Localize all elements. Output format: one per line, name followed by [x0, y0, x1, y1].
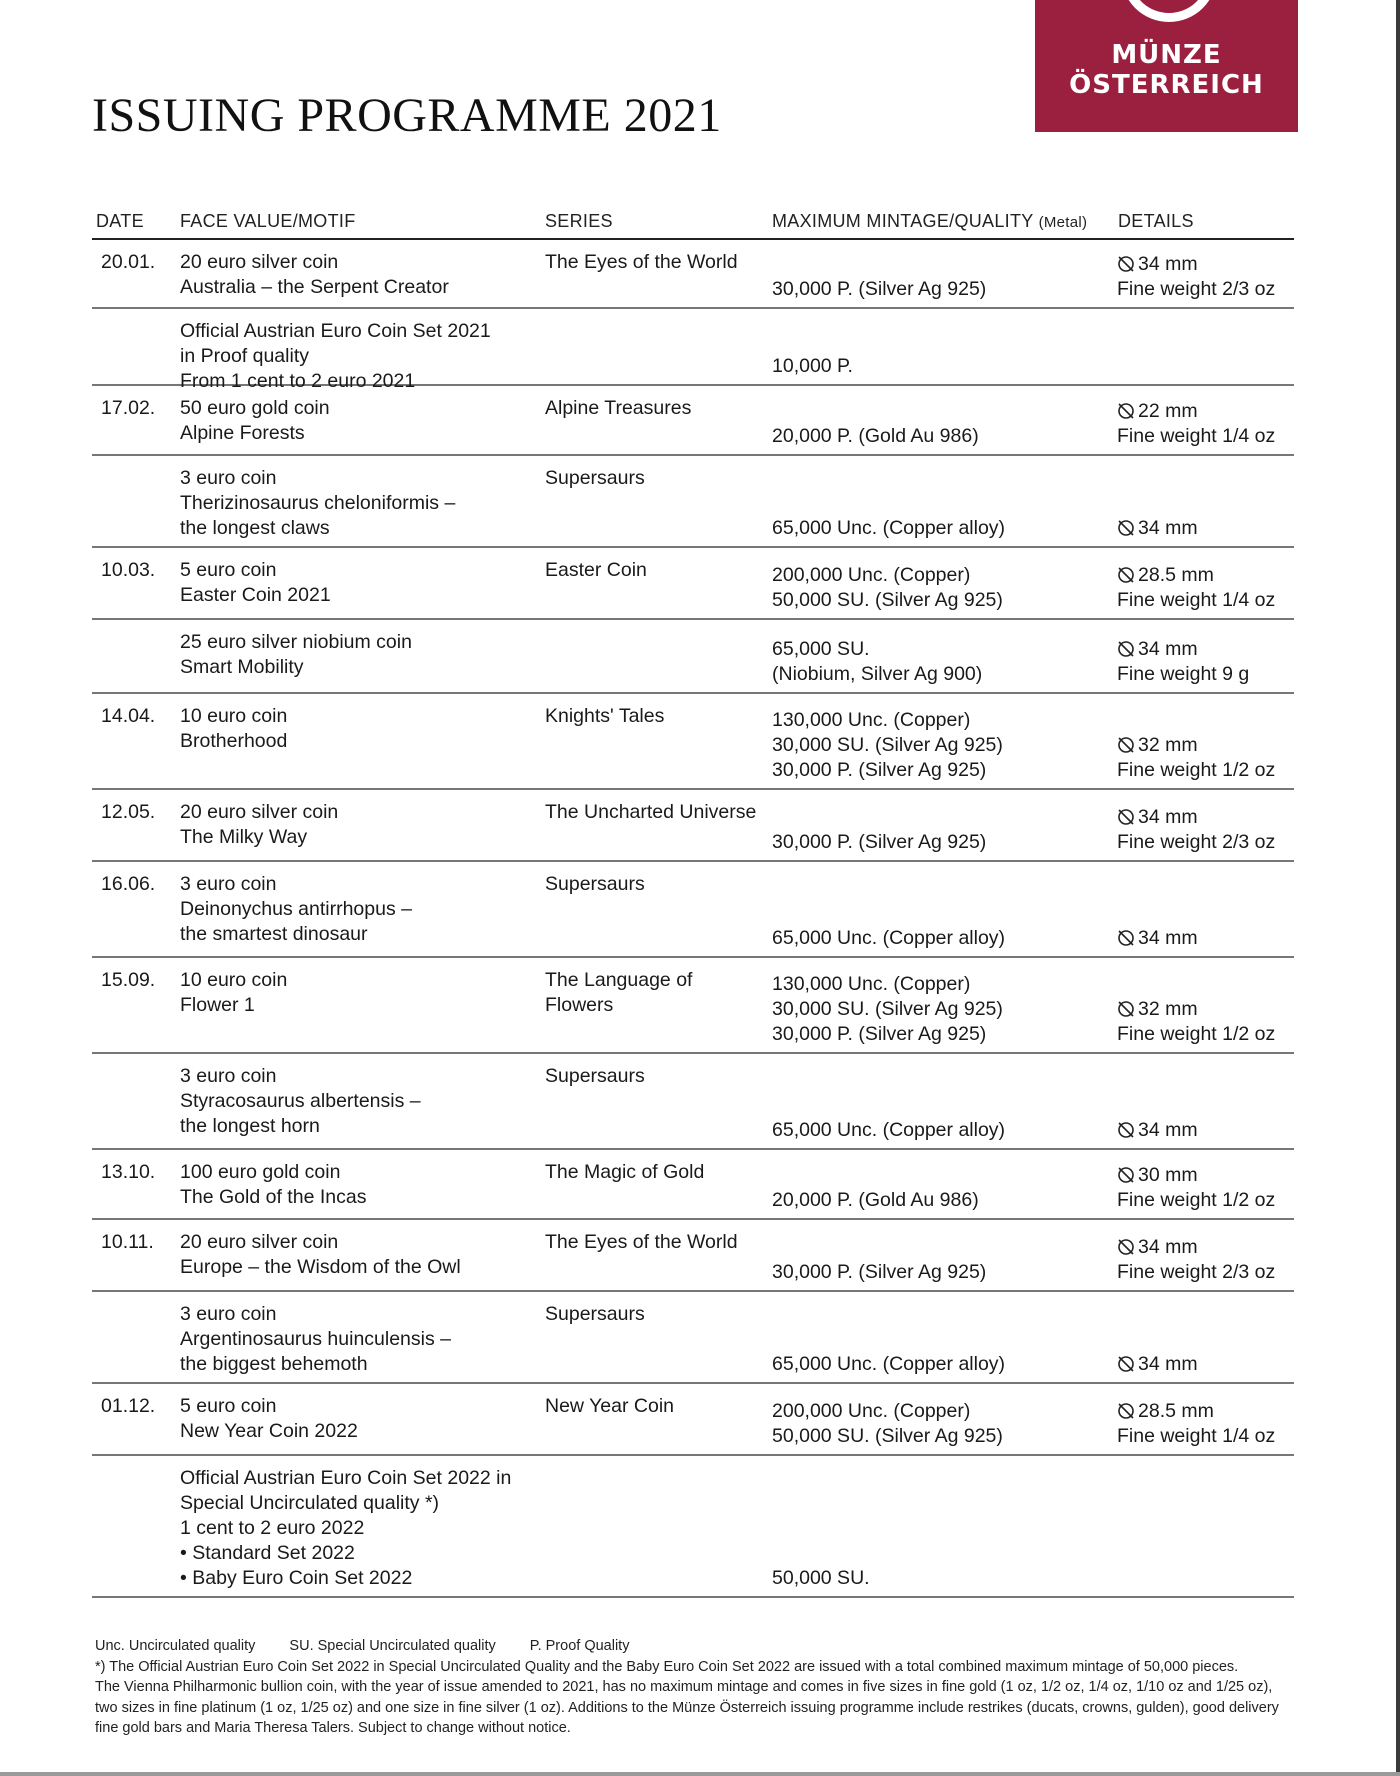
detail-text: Fine weight 9 g	[1117, 663, 1250, 685]
detail-text: 34 mm	[1138, 1353, 1198, 1375]
mintage-line: 65,000 Unc. (Copper alloy)	[772, 517, 1006, 539]
mintage-line: (Niobium, Silver Ag 900)	[772, 663, 983, 685]
table-row	[92, 1220, 1294, 1292]
legend-p: P. Proof Quality	[529, 1638, 630, 1654]
detail-line	[1117, 1260, 1294, 1285]
column-header-motif: FACE VALUE/MOTIF	[180, 211, 356, 231]
maximum-mintage	[772, 1118, 1112, 1143]
series-name	[545, 250, 775, 275]
issue-date: 12.05.	[101, 801, 156, 823]
issue-date: 15.09.	[101, 969, 156, 991]
motif-line: the longest claws	[180, 517, 330, 539]
detail-line	[1117, 733, 1294, 758]
mintage-line: 30,000 SU. (Silver Ag 925)	[772, 734, 1003, 756]
footnote-disclaimer: The Vienna Philharmonic bullion coin, with the year of issue amended to 2021, has no maximum mintage and comes in five sizes in fine gold (1 oz, 1/2 oz, 1/4 oz, 1/10 oz and 1/25 oz), two sizes in fine platinum (1 oz, 1/25 oz) and one size in fine silver (1 oz). Additions to the Münze Österreich issuing programme include restrikes (ducats, crowns, gulden), good delivery fine gold bars and Maria Theresa Talers. Subject to change without notice.	[95, 1679, 1279, 1736]
motif-line: Official Austrian Euro Coin Set 2021	[180, 320, 491, 342]
series-name	[545, 1064, 775, 1089]
detail-text: 28.5 mm	[1138, 564, 1214, 586]
detail-line	[1117, 1352, 1294, 1377]
table-row	[92, 240, 1294, 309]
table-row	[92, 386, 1294, 456]
motif-line: 10 euro coin	[180, 969, 288, 991]
motif-line: 20 euro silver coin	[180, 801, 339, 823]
coin-details	[1117, 926, 1294, 951]
series-line: Flowers	[545, 994, 614, 1016]
motif-line: The Gold of the Incas	[180, 1186, 367, 1208]
detail-text: Fine weight 2/3 oz	[1117, 1261, 1276, 1283]
table-body	[92, 240, 1294, 1598]
detail-line	[1117, 563, 1294, 588]
series-name	[545, 1160, 775, 1185]
table-row	[92, 309, 1294, 392]
motif-line: 20 euro silver coin	[180, 251, 339, 273]
mintage-line: 30,000 P. (Silver Ag 925)	[772, 278, 987, 300]
face-value-motif	[180, 1466, 540, 1591]
motif-line: the biggest behemoth	[180, 1353, 368, 1375]
motif-line: 3 euro coin	[180, 467, 277, 489]
detail-line	[1117, 1424, 1294, 1449]
face-value-motif	[180, 1160, 540, 1210]
table-row	[92, 694, 1294, 790]
coin-details	[1117, 252, 1294, 302]
motif-line: Therizinosaurus cheloniformis –	[180, 492, 456, 514]
page-edge-bottom	[0, 1772, 1400, 1776]
face-value-motif	[180, 872, 540, 947]
motif-line: • Baby Euro Coin Set 2022	[180, 1567, 413, 1589]
series-line: The Eyes of the World	[545, 251, 738, 273]
detail-line	[1117, 1118, 1294, 1143]
maximum-mintage	[772, 516, 1112, 541]
issue-date: 16.06.	[101, 873, 156, 895]
motif-line: 3 euro coin	[180, 1065, 277, 1087]
motif-line: The Milky Way	[180, 826, 308, 848]
issuing-table	[92, 206, 1294, 1598]
diameter-icon	[1117, 808, 1135, 826]
detail-text: Fine weight 2/3 oz	[1117, 278, 1276, 300]
motif-line: From 1 cent to 2 euro 2021	[180, 370, 416, 392]
detail-line	[1117, 1399, 1294, 1424]
mintage-line: 50,000 SU. (Silver Ag 925)	[772, 589, 1003, 611]
coin-details	[1117, 399, 1294, 449]
motif-line: 10 euro coin	[180, 705, 288, 727]
motif-line: Easter Coin 2021	[180, 584, 331, 606]
series-line: New Year Coin	[545, 1395, 674, 1417]
detail-text: 34 mm	[1138, 1119, 1198, 1141]
face-value-motif	[180, 466, 540, 541]
detail-text: 34 mm	[1138, 1236, 1198, 1258]
issue-date: 10.03.	[101, 559, 156, 581]
coin-details	[1117, 1352, 1294, 1377]
motif-line: Brotherhood	[180, 730, 288, 752]
diameter-icon	[1117, 736, 1135, 754]
detail-line	[1117, 758, 1294, 783]
series-line: Alpine Treasures	[545, 397, 692, 419]
face-value-motif	[180, 630, 540, 680]
detail-line	[1117, 252, 1294, 277]
table-row	[92, 1384, 1294, 1456]
series-name	[545, 1394, 775, 1419]
issue-date: 14.04.	[101, 705, 156, 727]
maximum-mintage	[772, 830, 1112, 855]
detail-text: Fine weight 1/2 oz	[1117, 1023, 1276, 1045]
maximum-mintage	[772, 1399, 1112, 1449]
motif-line: Flower 1	[180, 994, 255, 1016]
face-value-motif	[180, 1230, 540, 1280]
maximum-mintage	[772, 708, 1112, 783]
face-value-motif	[180, 558, 540, 608]
detail-line	[1117, 997, 1294, 1022]
detail-line	[1117, 1022, 1294, 1047]
detail-text: 34 mm	[1138, 806, 1198, 828]
face-value-motif	[180, 1302, 540, 1377]
motif-line: Alpine Forests	[180, 422, 305, 444]
diameter-icon	[1117, 1121, 1135, 1139]
mintage-line: 30,000 P. (Silver Ag 925)	[772, 1261, 987, 1283]
motif-line: Special Uncirculated quality *)	[180, 1492, 440, 1514]
footnotes	[95, 1636, 1295, 1739]
coin-details	[1117, 637, 1294, 687]
detail-line	[1117, 277, 1294, 302]
mintage-line: 200,000 Unc. (Copper)	[772, 564, 971, 586]
detail-text: 34 mm	[1138, 253, 1198, 275]
diameter-icon	[1117, 566, 1135, 584]
detail-line	[1117, 926, 1294, 951]
series-line: The Uncharted Universe	[545, 801, 757, 823]
motif-line: 50 euro gold coin	[180, 397, 330, 419]
column-header-date: DATE	[96, 211, 144, 231]
series-line: The Magic of Gold	[545, 1161, 705, 1183]
table-row	[92, 1150, 1294, 1220]
series-name	[545, 800, 775, 825]
coin-details	[1117, 1399, 1294, 1449]
footnote-euro-set: *) The Official Austrian Euro Coin Set 2022 in Special Uncirculated Quality and the Baby Euro Coin Set 2022 are issued with a total combined maximum mintage of 50,000 pieces.	[95, 1658, 1239, 1675]
motif-line: Styracosaurus albertensis –	[180, 1090, 421, 1112]
mintage-line: 65,000 Unc. (Copper alloy)	[772, 1353, 1006, 1375]
diameter-icon	[1117, 255, 1135, 273]
series-line: Supersaurs	[545, 467, 645, 489]
face-value-motif	[180, 1064, 540, 1139]
motif-line: 3 euro coin	[180, 873, 277, 895]
face-value-motif	[180, 319, 540, 394]
diameter-icon	[1117, 519, 1135, 537]
mintage-line: 130,000 Unc. (Copper)	[772, 709, 971, 731]
mintage-line: 30,000 P. (Silver Ag 925)	[772, 759, 987, 781]
face-value-motif	[180, 396, 540, 446]
table-row	[92, 1292, 1294, 1384]
diameter-icon	[1117, 1166, 1135, 1184]
detail-text: 32 mm	[1138, 998, 1198, 1020]
series-name	[545, 466, 775, 491]
coin-details	[1117, 805, 1294, 855]
diameter-icon	[1117, 640, 1135, 658]
maximum-mintage	[772, 563, 1112, 613]
detail-line	[1117, 399, 1294, 424]
face-value-motif	[180, 800, 540, 850]
mintage-line: 130,000 Unc. (Copper)	[772, 973, 971, 995]
series-name	[545, 704, 775, 729]
mintage-line: 200,000 Unc. (Copper)	[772, 1400, 971, 1422]
mintage-line: 65,000 Unc. (Copper alloy)	[772, 927, 1006, 949]
detail-line	[1117, 662, 1294, 687]
issue-date: 01.12.	[101, 1395, 156, 1417]
coin-details	[1117, 1118, 1294, 1143]
table-row	[92, 456, 1294, 548]
issue-date: 13.10.	[101, 1161, 156, 1183]
column-header-details: DETAILS	[1118, 211, 1194, 231]
motif-line: 5 euro coin	[180, 1395, 277, 1417]
series-name	[545, 872, 775, 897]
detail-text: 30 mm	[1138, 1164, 1198, 1186]
issue-date: 17.02.	[101, 397, 156, 419]
motif-line: 3 euro coin	[180, 1303, 277, 1325]
series-line: Supersaurs	[545, 873, 645, 895]
table-row	[92, 862, 1294, 958]
coin-details	[1117, 516, 1294, 541]
face-value-motif	[180, 968, 540, 1018]
table-row	[92, 620, 1294, 694]
table-row	[92, 958, 1294, 1054]
legend-unc: Unc. Uncirculated quality	[95, 1638, 256, 1654]
series-line: Supersaurs	[545, 1065, 645, 1087]
column-header-mintage	[772, 211, 1087, 232]
motif-line: Official Austrian Euro Coin Set 2022 in	[180, 1467, 512, 1489]
series-name	[545, 1302, 775, 1327]
table-row	[92, 548, 1294, 620]
mintage-line: 20,000 P. (Gold Au 986)	[772, 1189, 979, 1211]
coin-details	[1117, 997, 1294, 1047]
mintage-line: 10,000 P.	[772, 355, 853, 377]
mintage-line: 30,000 P. (Silver Ag 925)	[772, 831, 987, 853]
diameter-icon	[1117, 402, 1135, 420]
mintage-line: 30,000 SU. (Silver Ag 925)	[772, 998, 1003, 1020]
column-header-series: SERIES	[545, 211, 613, 231]
diameter-icon	[1117, 1238, 1135, 1256]
table-row	[92, 1456, 1294, 1598]
detail-text: Fine weight 1/4 oz	[1117, 1425, 1276, 1447]
face-value-motif	[180, 704, 540, 754]
mintage-line: 65,000 Unc. (Copper alloy)	[772, 1119, 1006, 1141]
motif-line: 25 euro silver niobium coin	[180, 631, 412, 653]
logo-ring-icon	[1121, 0, 1217, 22]
motif-line: Europe – the Wisdom of the Owl	[180, 1256, 461, 1278]
detail-line	[1117, 637, 1294, 662]
motif-line: • Standard Set 2022	[180, 1542, 355, 1564]
detail-line	[1117, 516, 1294, 541]
logo-text-line2: ÖSTERREICH	[1069, 70, 1264, 100]
coin-details	[1117, 1163, 1294, 1213]
maximum-mintage	[772, 1260, 1112, 1285]
series-name	[545, 968, 775, 1018]
mintage-line: 50,000 SU.	[772, 1567, 870, 1589]
diameter-icon	[1117, 1000, 1135, 1018]
page-edge-right	[1396, 0, 1400, 1776]
detail-text: 28.5 mm	[1138, 1400, 1214, 1422]
series-name	[545, 1230, 775, 1255]
table-row	[92, 1054, 1294, 1150]
motif-line: New Year Coin 2022	[180, 1420, 358, 1442]
detail-text: 34 mm	[1138, 517, 1198, 539]
detail-line	[1117, 1163, 1294, 1188]
face-value-motif	[180, 250, 540, 300]
motif-line: Argentinosaurus huinculensis –	[180, 1328, 452, 1350]
detail-text: Fine weight 2/3 oz	[1117, 831, 1276, 853]
detail-text: 34 mm	[1138, 638, 1198, 660]
series-line: Knights' Tales	[545, 705, 665, 727]
page-title: ISSUING PROGRAMME 2021	[92, 89, 722, 142]
detail-text: Fine weight 1/2 oz	[1117, 1189, 1276, 1211]
issue-date: 20.01.	[101, 251, 156, 273]
muenze-oesterreich-logo	[1035, 0, 1298, 132]
detail-line	[1117, 805, 1294, 830]
detail-text: 34 mm	[1138, 927, 1198, 949]
motif-line: 5 euro coin	[180, 559, 277, 581]
detail-text: Fine weight 1/4 oz	[1117, 589, 1276, 611]
issue-date: 10.11.	[101, 1231, 154, 1253]
maximum-mintage	[772, 972, 1112, 1047]
column-header-mintage-label: MAXIMUM MINTAGE/QUALITY	[772, 211, 1034, 231]
mintage-line: 20,000 P. (Gold Au 986)	[772, 425, 979, 447]
motif-line: Australia – the Serpent Creator	[180, 276, 449, 298]
mintage-line: 50,000 SU. (Silver Ag 925)	[772, 1425, 1003, 1447]
detail-line	[1117, 1188, 1294, 1213]
motif-line: Smart Mobility	[180, 656, 304, 678]
maximum-mintage	[772, 354, 1112, 379]
detail-text: Fine weight 1/2 oz	[1117, 759, 1276, 781]
motif-line: 20 euro silver coin	[180, 1231, 339, 1253]
maximum-mintage	[772, 1566, 1112, 1591]
coin-details	[1117, 733, 1294, 783]
maximum-mintage	[772, 1188, 1112, 1213]
detail-line	[1117, 830, 1294, 855]
diameter-icon	[1117, 1355, 1135, 1373]
detail-line	[1117, 1235, 1294, 1260]
column-header-mintage-suffix: (Metal)	[1038, 214, 1088, 231]
series-name	[545, 396, 775, 421]
maximum-mintage	[772, 277, 1112, 302]
motif-line: in Proof quality	[180, 345, 309, 367]
motif-line: the smartest dinosaur	[180, 923, 368, 945]
detail-line	[1117, 588, 1294, 613]
legend-su: SU. Special Uncirculated quality	[289, 1638, 496, 1654]
motif-line: Deinonychus antirrhopus –	[180, 898, 412, 920]
mintage-line: 65,000 SU.	[772, 638, 870, 660]
maximum-mintage	[772, 1352, 1112, 1377]
table-header	[92, 206, 1294, 240]
table-row	[92, 790, 1294, 862]
face-value-motif	[180, 1394, 540, 1444]
maximum-mintage	[772, 637, 1112, 687]
detail-text: Fine weight 1/4 oz	[1117, 425, 1276, 447]
detail-line	[1117, 424, 1294, 449]
detail-text: 32 mm	[1138, 734, 1198, 756]
logo-text-line1: MÜNZE	[1111, 40, 1222, 70]
maximum-mintage	[772, 926, 1112, 951]
detail-text: 22 mm	[1138, 400, 1198, 422]
maximum-mintage	[772, 424, 1112, 449]
quality-legend	[95, 1636, 1295, 1657]
series-line: The Language of	[545, 969, 693, 991]
motif-line: 1 cent to 2 euro 2022	[180, 1517, 365, 1539]
series-name	[545, 558, 775, 583]
coin-details	[1117, 1235, 1294, 1285]
series-line: Easter Coin	[545, 559, 647, 581]
series-line: The Eyes of the World	[545, 1231, 738, 1253]
coin-details	[1117, 563, 1294, 613]
diameter-icon	[1117, 929, 1135, 947]
series-line: Supersaurs	[545, 1303, 645, 1325]
motif-line: 100 euro gold coin	[180, 1161, 341, 1183]
diameter-icon	[1117, 1402, 1135, 1420]
motif-line: the longest horn	[180, 1115, 320, 1137]
mintage-line: 30,000 P. (Silver Ag 925)	[772, 1023, 987, 1045]
